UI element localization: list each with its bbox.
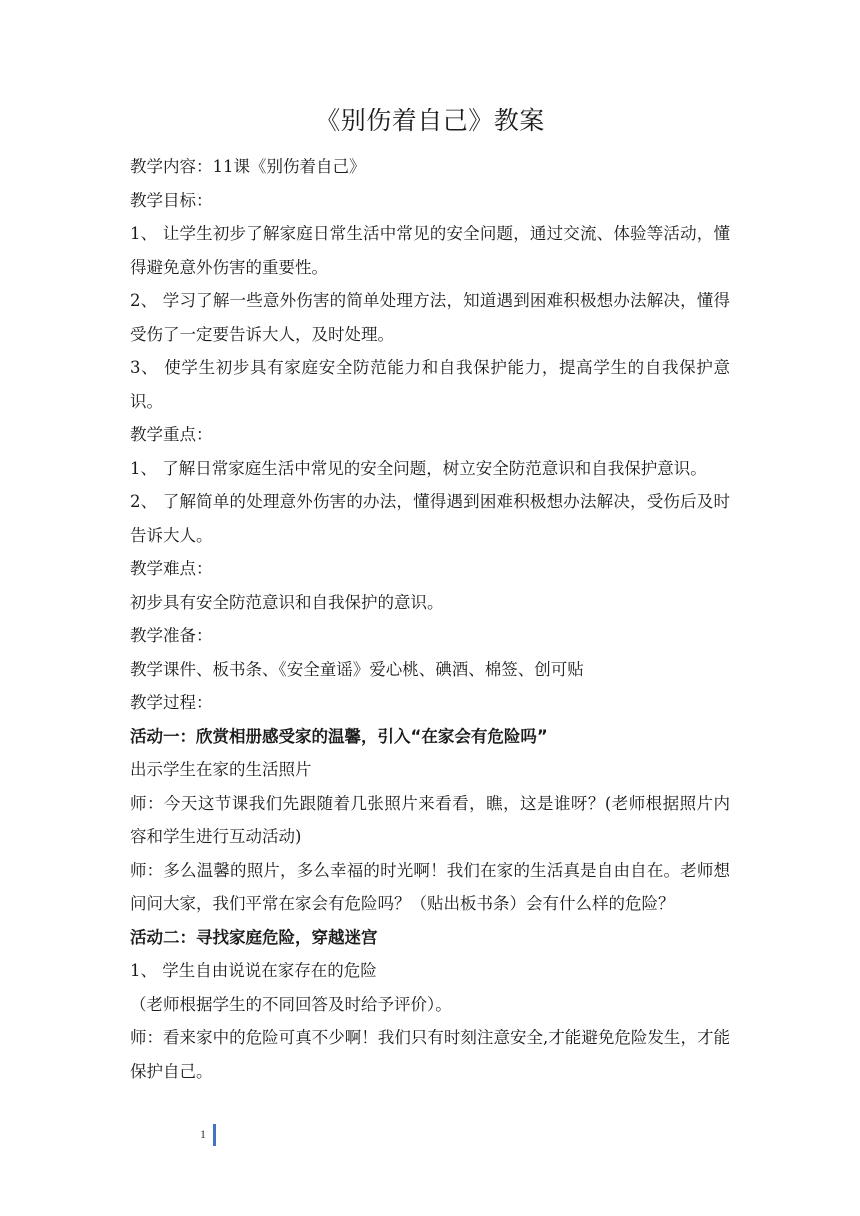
paragraph: 教学难点： (130, 559, 213, 578)
paragraph: 3、 使学生初步具有家庭安全防范能力和自我保护能力，提高学生的自我保护意识。 (130, 358, 730, 411)
paragraph: 师：今天这节课我们先跟随着几张照片来看看，瞧，这是谁呀？(老师根据照片内容和学生进行互动活动) (130, 793, 730, 846)
paragraph: 教学目标： (130, 190, 213, 210)
paragraph: 教学重点： (130, 425, 213, 444)
paragraph: 师：多么温馨的照片，多么幸福的时光啊！我们在家的生活真是自由自在。老师想问问大家，我们平常在家会有危险吗？（贴出板书条）会有什么样的危险？ (130, 860, 730, 913)
section-heading: 活动一：欣赏相册感受家的温馨，引入“在家会有危险吗” (130, 726, 548, 746)
paragraph: 教学过程： (130, 693, 213, 712)
section-heading: 活动二：寻找家庭危险，穿越迷宫 (130, 927, 378, 947)
paragraph: 初步具有安全防范意识和自我保护的意识。 (130, 592, 444, 612)
paragraph: 1、 学生自由说说在家存在的危险 (130, 961, 377, 980)
paragraph: 2、 学习了解一些意外伤害的简单处理方法，知道遇到困难积极想办法解决，懂得受伤了一定要告诉大人，及时处理。 (130, 291, 730, 344)
footer-divider (213, 1124, 216, 1146)
paragraph: 出示学生在家的生活照片 (130, 760, 312, 779)
paragraph: 1、 了解日常家庭生活中常见的安全问题，树立安全防范意识和自我保护意识。 (130, 458, 707, 478)
paragraph: （老师根据学生的不同回答及时给予评价）。 (130, 994, 452, 1014)
document-title: 《别伤着自己》教案 (315, 106, 545, 135)
document-body (130, 150, 730, 1088)
paragraph: 教学准备： (130, 626, 213, 645)
paragraph: 教学内容：11课《别伤着自己》 (130, 157, 366, 176)
paragraph: 师：看来家中的危险可真不少啊！我们只有时刻注意安全,才能避免危险发生，才能保护自己。 (130, 1028, 730, 1081)
paragraph: 1、 让学生初步了解家庭日常生活中常见的安全问题，通过交流、体验等活动，懂得避免意外伤害的重要性。 (130, 224, 730, 277)
paragraph: 教学课件、板书条、《安全童谣》爱心桃、碘酒、棉签、创可贴 (130, 659, 584, 679)
paragraph: 2、 了解简单的处理意外伤害的办法，懂得遇到困难积极想办法解决，受伤后及时告诉大人。 (130, 492, 730, 545)
page-number: 1 (200, 1127, 206, 1141)
